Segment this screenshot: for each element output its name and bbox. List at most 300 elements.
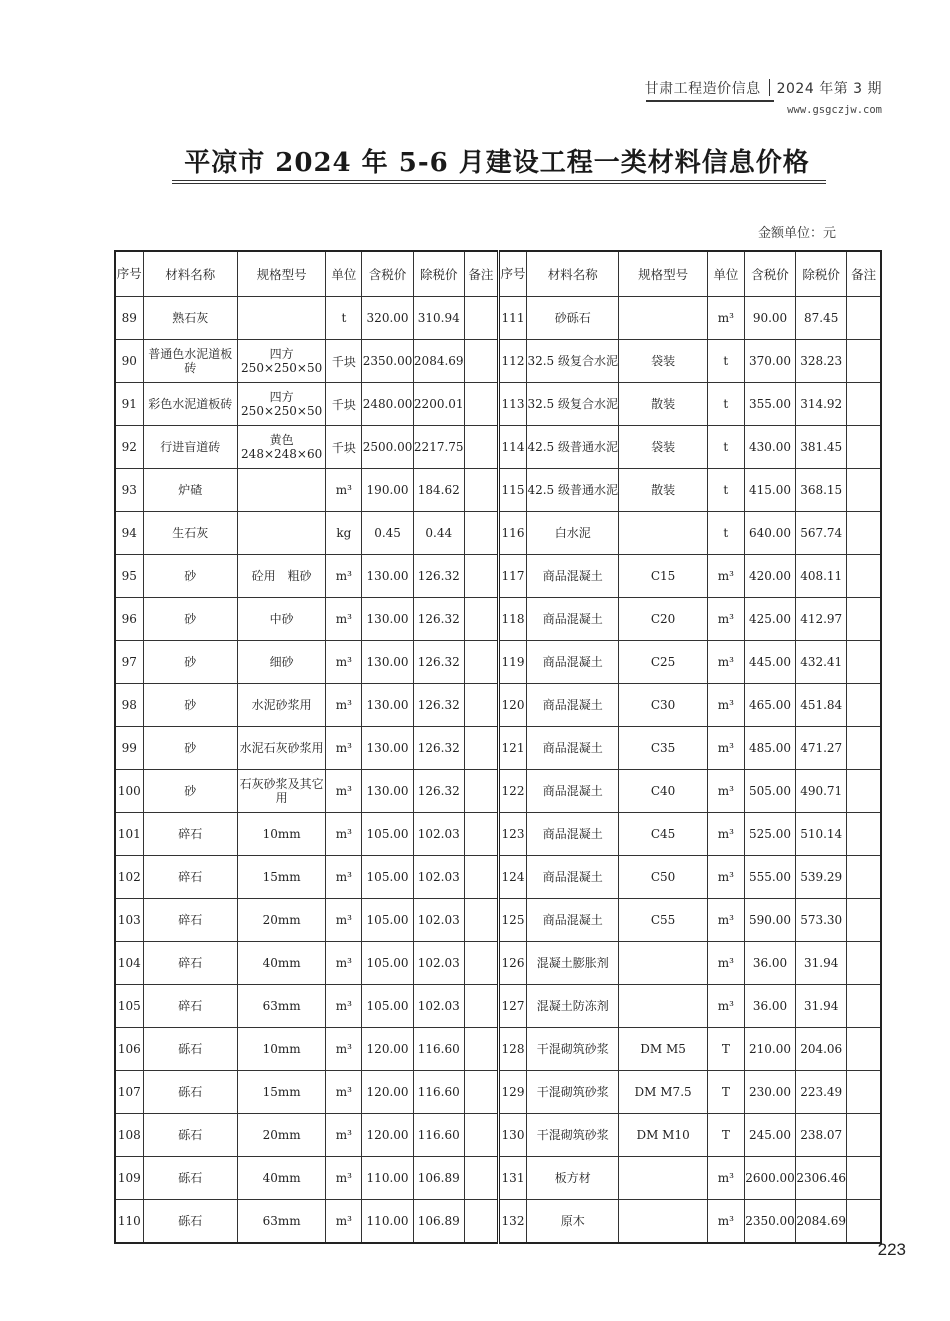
cell-note (464, 684, 498, 727)
cell-spec: C30 (619, 684, 707, 727)
cell-no: 110 (115, 1200, 143, 1244)
cell-notax-price: 31.94 (796, 942, 847, 985)
cell-tax-price: 465.00 (744, 684, 795, 727)
cell-note (847, 512, 881, 555)
cell-unit: m³ (326, 555, 362, 598)
cell-material-name: 白水泥 (527, 512, 619, 555)
table-row (115, 727, 881, 770)
cell-material-name: 碎石 (143, 985, 237, 1028)
cell-unit: m³ (326, 1028, 362, 1071)
cell-unit: m³ (707, 813, 744, 856)
col-header-no: 序号 (115, 251, 143, 297)
cell-material-name: 干混砌筑砂浆 (527, 1071, 619, 1114)
table-row (115, 340, 881, 383)
cell-spec: 63mm (237, 985, 325, 1028)
cell-note (464, 942, 498, 985)
cell-tax-price: 555.00 (744, 856, 795, 899)
cell-unit: t (707, 340, 744, 383)
cell-spec: 63mm (237, 1200, 325, 1244)
cell-spec: C15 (619, 555, 707, 598)
cell-unit: m³ (326, 856, 362, 899)
cell-notax-price: 102.03 (413, 942, 464, 985)
col-header-unit: 单位 (326, 251, 362, 297)
cell-no: 118 (498, 598, 526, 641)
cell-tax-price: 415.00 (744, 469, 795, 512)
cell-spec (237, 469, 325, 512)
cell-tax-price: 210.00 (744, 1028, 795, 1071)
cell-spec: C40 (619, 770, 707, 813)
cell-notax-price: 314.92 (796, 383, 847, 426)
cell-material-name: 原木 (527, 1200, 619, 1244)
cell-notax-price: 490.71 (796, 770, 847, 813)
cell-note (847, 856, 881, 899)
cell-material-name: 碎石 (143, 942, 237, 985)
table-row (115, 942, 881, 985)
cell-material-name: 干混砌筑砂浆 (527, 1028, 619, 1071)
cell-note (847, 1157, 881, 1200)
cell-spec: DM M10 (619, 1114, 707, 1157)
table-row (115, 1157, 881, 1200)
col-header-tax-price: 含税价 (744, 251, 795, 297)
cell-note (847, 641, 881, 684)
cell-no: 93 (115, 469, 143, 512)
cell-notax-price: 126.32 (413, 727, 464, 770)
table-row (115, 426, 881, 469)
cell-no: 123 (498, 813, 526, 856)
cell-note (464, 1157, 498, 1200)
cell-note (847, 1028, 881, 1071)
cell-spec: 40mm (237, 1157, 325, 1200)
cell-tax-price: 430.00 (744, 426, 795, 469)
cell-no: 99 (115, 727, 143, 770)
cell-unit: m³ (326, 1071, 362, 1114)
cell-spec: 水泥砂浆用 (237, 684, 325, 727)
cell-no: 116 (498, 512, 526, 555)
cell-unit: m³ (326, 1157, 362, 1200)
cell-unit: t (707, 512, 744, 555)
cell-unit: 千块 (326, 383, 362, 426)
col-header-note: 备注 (464, 251, 498, 297)
cell-unit: m³ (707, 598, 744, 641)
table-row (115, 383, 881, 426)
cell-material-name: 商品混凝土 (527, 856, 619, 899)
cell-spec: 石灰砂浆及其它用 (237, 770, 325, 813)
cell-note (847, 942, 881, 985)
cell-tax-price: 190.00 (362, 469, 413, 512)
cell-unit: m³ (707, 899, 744, 942)
cell-tax-price: 2500.00 (362, 426, 413, 469)
cell-material-name: 砾石 (143, 1200, 237, 1244)
cell-unit: m³ (707, 1200, 744, 1244)
cell-notax-price: 328.23 (796, 340, 847, 383)
cell-material-name: 32.5 级复合水泥 (527, 383, 619, 426)
cell-material-name: 生石灰 (143, 512, 237, 555)
cell-no: 106 (115, 1028, 143, 1071)
cell-tax-price: 110.00 (362, 1200, 413, 1244)
cell-material-name: 商品混凝土 (527, 813, 619, 856)
cell-note (464, 1071, 498, 1114)
cell-spec: 中砂 (237, 598, 325, 641)
cell-note (464, 1114, 498, 1157)
cell-spec: 袋装 (619, 340, 707, 383)
cell-unit: m³ (707, 297, 744, 340)
cell-spec: DM M5 (619, 1028, 707, 1071)
cell-material-name: 商品混凝土 (527, 684, 619, 727)
table-row (115, 1071, 881, 1114)
cell-spec: C45 (619, 813, 707, 856)
cell-no: 112 (498, 340, 526, 383)
cell-note (847, 770, 881, 813)
cell-notax-price: 106.89 (413, 1200, 464, 1244)
cell-material-name: 商品混凝土 (527, 641, 619, 684)
cell-unit: m³ (326, 899, 362, 942)
cell-material-name: 炉碴 (143, 469, 237, 512)
cell-tax-price: 90.00 (744, 297, 795, 340)
table-row (115, 899, 881, 942)
cell-note (464, 555, 498, 598)
cell-material-name: 混凝土防冻剂 (527, 985, 619, 1028)
cell-material-name: 商品混凝土 (527, 770, 619, 813)
col-header-note: 备注 (847, 251, 881, 297)
cell-material-name: 碎石 (143, 856, 237, 899)
table-row (115, 598, 881, 641)
cell-spec (237, 512, 325, 555)
table-row (115, 512, 881, 555)
cell-material-name: 砂 (143, 555, 237, 598)
cell-note (464, 985, 498, 1028)
table-body (115, 297, 881, 1244)
cell-unit: T (707, 1071, 744, 1114)
cell-unit: m³ (326, 1114, 362, 1157)
cell-notax-price: 471.27 (796, 727, 847, 770)
cell-material-name: 干混砌筑砂浆 (527, 1114, 619, 1157)
cell-no: 100 (115, 770, 143, 813)
cell-note (464, 383, 498, 426)
col-header-unit: 单位 (707, 251, 744, 297)
cell-notax-price: 451.84 (796, 684, 847, 727)
cell-note (464, 426, 498, 469)
cell-tax-price: 0.45 (362, 512, 413, 555)
col-header-no: 序号 (498, 251, 526, 297)
cell-no: 103 (115, 899, 143, 942)
cell-unit: t (707, 426, 744, 469)
cell-unit: t (707, 469, 744, 512)
cell-spec: C35 (619, 727, 707, 770)
cell-notax-price: 238.07 (796, 1114, 847, 1157)
cell-unit: m³ (707, 985, 744, 1028)
cell-tax-price: 2350.00 (362, 340, 413, 383)
cell-tax-price: 105.00 (362, 985, 413, 1028)
cell-no: 102 (115, 856, 143, 899)
cell-tax-price: 130.00 (362, 555, 413, 598)
cell-tax-price: 320.00 (362, 297, 413, 340)
cell-material-name: 熟石灰 (143, 297, 237, 340)
cell-material-name: 商品混凝土 (527, 555, 619, 598)
publication-header (645, 78, 882, 98)
col-header-spec: 规格型号 (619, 251, 707, 297)
cell-tax-price: 105.00 (362, 856, 413, 899)
cell-no: 108 (115, 1114, 143, 1157)
table-row (115, 641, 881, 684)
cell-spec: 20mm (237, 899, 325, 942)
cell-tax-price: 120.00 (362, 1028, 413, 1071)
cell-notax-price: 184.62 (413, 469, 464, 512)
cell-note (847, 899, 881, 942)
cell-notax-price: 102.03 (413, 985, 464, 1028)
cell-unit: m³ (707, 555, 744, 598)
table-row (115, 1114, 881, 1157)
cell-spec (619, 1157, 707, 1200)
table-row (115, 985, 881, 1028)
cell-spec (237, 297, 325, 340)
col-header-name: 材料名称 (527, 251, 619, 297)
cell-tax-price: 590.00 (744, 899, 795, 942)
cell-note (464, 1200, 498, 1244)
table-row (115, 297, 881, 340)
cell-spec: 水泥石灰砂浆用 (237, 727, 325, 770)
cell-no: 105 (115, 985, 143, 1028)
cell-no: 124 (498, 856, 526, 899)
cell-tax-price: 525.00 (744, 813, 795, 856)
cell-tax-price: 445.00 (744, 641, 795, 684)
cell-notax-price: 412.97 (796, 598, 847, 641)
header-underline (646, 100, 774, 102)
cell-unit: 千块 (326, 340, 362, 383)
cell-tax-price: 2350.00 (744, 1200, 795, 1244)
cell-tax-price: 505.00 (744, 770, 795, 813)
cell-notax-price: 567.74 (796, 512, 847, 555)
cell-notax-price: 102.03 (413, 856, 464, 899)
cell-tax-price: 130.00 (362, 727, 413, 770)
cell-spec (619, 985, 707, 1028)
cell-notax-price: 87.45 (796, 297, 847, 340)
cell-no: 132 (498, 1200, 526, 1244)
table-row (115, 469, 881, 512)
cell-material-name: 42.5 级普通水泥 (527, 469, 619, 512)
cell-spec: 15mm (237, 1071, 325, 1114)
material-price-table (114, 250, 882, 1244)
cell-tax-price: 105.00 (362, 899, 413, 942)
cell-notax-price: 432.41 (796, 641, 847, 684)
cell-spec: 细砂 (237, 641, 325, 684)
cell-no: 101 (115, 813, 143, 856)
cell-tax-price: 2480.00 (362, 383, 413, 426)
cell-notax-price: 368.15 (796, 469, 847, 512)
cell-material-name: 砾石 (143, 1071, 237, 1114)
cell-spec: 20mm (237, 1114, 325, 1157)
cell-tax-price: 36.00 (744, 985, 795, 1028)
cell-material-name: 行进盲道砖 (143, 426, 237, 469)
cell-note (464, 899, 498, 942)
cell-tax-price: 120.00 (362, 1114, 413, 1157)
cell-note (464, 512, 498, 555)
cell-tax-price: 2600.00 (744, 1157, 795, 1200)
cell-tax-price: 130.00 (362, 770, 413, 813)
cell-spec: 砼用 粗砂 (237, 555, 325, 598)
cell-no: 122 (498, 770, 526, 813)
cell-material-name: 32.5 级复合水泥 (527, 340, 619, 383)
cell-material-name: 砂 (143, 727, 237, 770)
cell-no: 96 (115, 598, 143, 641)
website-url: www.gsgczjw.com (787, 104, 882, 116)
cell-notax-price: 126.32 (413, 684, 464, 727)
cell-notax-price: 126.32 (413, 555, 464, 598)
cell-notax-price: 539.29 (796, 856, 847, 899)
cell-tax-price: 425.00 (744, 598, 795, 641)
cell-material-name: 砂 (143, 641, 237, 684)
cell-unit: T (707, 1028, 744, 1071)
table-row (115, 813, 881, 856)
cell-no: 113 (498, 383, 526, 426)
cell-notax-price: 31.94 (796, 985, 847, 1028)
cell-notax-price: 116.60 (413, 1071, 464, 1114)
cell-material-name: 砂 (143, 598, 237, 641)
cell-note (464, 813, 498, 856)
cell-notax-price: 126.32 (413, 641, 464, 684)
cell-spec: 黄色 248×248×60 (237, 426, 325, 469)
cell-unit: t (326, 297, 362, 340)
cell-tax-price: 110.00 (362, 1157, 413, 1200)
cell-no: 126 (498, 942, 526, 985)
cell-tax-price: 120.00 (362, 1071, 413, 1114)
cell-unit: 千块 (326, 426, 362, 469)
cell-note (847, 1071, 881, 1114)
cell-unit: m³ (707, 727, 744, 770)
cell-no: 94 (115, 512, 143, 555)
cell-spec: 40mm (237, 942, 325, 985)
cell-material-name: 普通色水泥道板砖 (143, 340, 237, 383)
cell-unit: m³ (326, 684, 362, 727)
cell-spec (619, 942, 707, 985)
cell-material-name: 碎石 (143, 813, 237, 856)
cell-note (464, 598, 498, 641)
cell-material-name: 商品混凝土 (527, 598, 619, 641)
currency-unit-label: 金额单位：元 (757, 226, 836, 241)
cell-note (464, 469, 498, 512)
cell-tax-price: 130.00 (362, 598, 413, 641)
cell-no: 120 (498, 684, 526, 727)
cell-tax-price: 36.00 (744, 942, 795, 985)
cell-unit: kg (326, 512, 362, 555)
table-row (115, 555, 881, 598)
header-separator (769, 79, 770, 96)
cell-notax-price: 510.14 (796, 813, 847, 856)
cell-unit: m³ (707, 684, 744, 727)
cell-material-name: 碎石 (143, 899, 237, 942)
cell-note (847, 813, 881, 856)
cell-tax-price: 130.00 (362, 684, 413, 727)
page-number: 223 (877, 1240, 906, 1259)
publication-name: 甘肃工程造价信息 (644, 81, 761, 97)
table-row (115, 1028, 881, 1071)
cell-note (847, 383, 881, 426)
cell-unit: m³ (326, 469, 362, 512)
cell-notax-price: 2200.01 (413, 383, 464, 426)
cell-note (847, 297, 881, 340)
cell-unit: m³ (707, 641, 744, 684)
cell-unit: m³ (326, 727, 362, 770)
cell-material-name: 商品混凝土 (527, 727, 619, 770)
cell-no: 109 (115, 1157, 143, 1200)
table-row (115, 856, 881, 899)
cell-tax-price: 105.00 (362, 813, 413, 856)
cell-spec (619, 297, 707, 340)
cell-no: 111 (498, 297, 526, 340)
cell-spec: 散装 (619, 469, 707, 512)
cell-unit: m³ (707, 856, 744, 899)
cell-material-name: 砾石 (143, 1028, 237, 1071)
cell-notax-price: 310.94 (413, 297, 464, 340)
cell-no: 104 (115, 942, 143, 985)
cell-no: 91 (115, 383, 143, 426)
cell-material-name: 砾石 (143, 1157, 237, 1200)
cell-material-name: 砂砾石 (527, 297, 619, 340)
table-header-row (115, 251, 881, 297)
cell-spec (619, 512, 707, 555)
cell-no: 89 (115, 297, 143, 340)
cell-note (464, 1028, 498, 1071)
cell-note (847, 727, 881, 770)
cell-spec: DM M7.5 (619, 1071, 707, 1114)
cell-tax-price: 420.00 (744, 555, 795, 598)
cell-no: 107 (115, 1071, 143, 1114)
cell-tax-price: 130.00 (362, 641, 413, 684)
cell-unit: m³ (707, 1157, 744, 1200)
cell-note (464, 641, 498, 684)
cell-notax-price: 126.32 (413, 770, 464, 813)
col-header-notax-price: 除税价 (413, 251, 464, 297)
cell-no: 131 (498, 1157, 526, 1200)
cell-tax-price: 370.00 (744, 340, 795, 383)
cell-note (847, 598, 881, 641)
cell-no: 117 (498, 555, 526, 598)
cell-material-name: 彩色水泥道板砖 (143, 383, 237, 426)
cell-note (847, 426, 881, 469)
cell-note (464, 770, 498, 813)
table-row (115, 770, 881, 813)
cell-tax-price: 355.00 (744, 383, 795, 426)
cell-unit: m³ (326, 598, 362, 641)
cell-notax-price: 2084.69 (413, 340, 464, 383)
cell-spec: C50 (619, 856, 707, 899)
cell-tax-price: 485.00 (744, 727, 795, 770)
col-header-spec: 规格型号 (237, 251, 325, 297)
cell-unit: m³ (326, 641, 362, 684)
cell-material-name: 砾石 (143, 1114, 237, 1157)
cell-unit: m³ (326, 770, 362, 813)
cell-no: 129 (498, 1071, 526, 1114)
cell-notax-price: 573.30 (796, 899, 847, 942)
cell-unit: m³ (326, 813, 362, 856)
table-row (115, 684, 881, 727)
cell-spec: 四方 250×250×50 (237, 340, 325, 383)
cell-unit: m³ (326, 942, 362, 985)
cell-notax-price: 126.32 (413, 598, 464, 641)
cell-material-name: 商品混凝土 (527, 899, 619, 942)
cell-tax-price: 105.00 (362, 942, 413, 985)
cell-no: 97 (115, 641, 143, 684)
col-header-tax-price: 含税价 (362, 251, 413, 297)
cell-spec: 四方 250×250×50 (237, 383, 325, 426)
cell-spec: 10mm (237, 813, 325, 856)
cell-material-name: 砂 (143, 770, 237, 813)
cell-note (847, 684, 881, 727)
cell-spec: C20 (619, 598, 707, 641)
cell-spec: 散装 (619, 383, 707, 426)
cell-spec: C25 (619, 641, 707, 684)
cell-note (464, 727, 498, 770)
cell-spec: 10mm (237, 1028, 325, 1071)
